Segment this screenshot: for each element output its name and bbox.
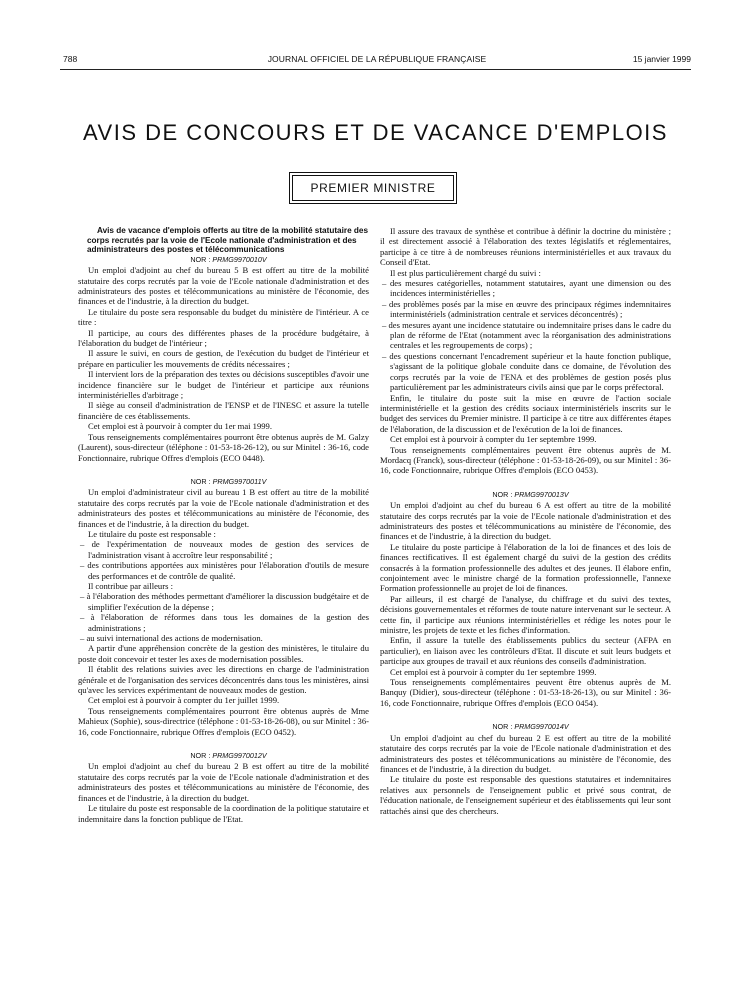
- dash-item: – de l'expérimentation de nouveaux modes de gestion des services de l'administration visant à accroître leur responsabilité ;: [80, 539, 369, 560]
- paragraph: Un emploi d'administrateur civil au bureau 1 B est offert au titre de la mobilité statutaire des corps recrutés par la voie de l'Ecole nationale d'administration et des administrateurs des postes et télécommunications au ministère de l'économie, des finances et de l'industrie, à la direction du budget.: [78, 487, 369, 529]
- paragraph: Cet emploi est à pourvoir à compter du 1er juillet 1999.: [88, 695, 280, 706]
- dash-item: – des problèmes posés par la mise en œuvre des principaux régimes indemnitaires interministériels (administration centrale et services déconcentrés) ;: [382, 298, 671, 320]
- paragraph: Enfin, le titulaire du poste suit la mise en œuvre de l'action sociale interministérielle et la gestion des crédits sociaux interministériels inscrits sur le budget des services du Premier ministre. Il participe à ce titre aux différentes étapes de l'élaboration, de la discussion et de l'exécution de la loi de finances.: [380, 392, 671, 434]
- nor-code: PRMG9970014V: [514, 722, 569, 732]
- spacer: [380, 476, 671, 490]
- section-title: PREMIER MINISTRE: [292, 175, 454, 201]
- paragraph: Le titulaire du poste participe à l'élaboration de la loi de finances et des lois de finances rectificatives. Il est également chargé du suivi de la gestion des crédits consacrés à la formation professionnelle des adultes et des jeunes. Il élabore enfin, conjointement avec le ministre chargé de la formation professionnelle, l'annexe Formation professionnelle au projet de loi de finances.: [380, 541, 671, 594]
- paragraph: Il contribue par ailleurs :: [88, 580, 173, 591]
- nor-code: PRMG9970011V: [212, 476, 267, 486]
- paragraph: Il siège au conseil d'administration de l'ENSP et de l'INESC et assure la tutelle financière de ces établissements.: [78, 400, 369, 421]
- paragraph: Le titulaire du poste est responsable des questions statutaires et indemnitaires relatives aux personnels de l'enseignement public et privé sous contrat, de l'éducation nationale, de l'enseignement supérieur et des établissements qui leur sont rattachés ainsi que des chercheurs.: [380, 774, 671, 816]
- dash-item: – des contributions apportées aux ministères pour l'élaboration d'outils de mesure des performances et de contrôle de qualité.: [80, 560, 369, 581]
- paragraph: Il participe, au cours des différentes phases de la procédure budgétaire, à l'élaboration du budget de l'intérieur ;: [78, 327, 369, 349]
- dash-item: – à l'élaboration de réformes dans tous les domaines de la gestion des administrations ;: [80, 612, 369, 633]
- dash-item: – au suivi international des actions de modernisation.: [80, 633, 263, 643]
- nor-label: NOR :: [492, 722, 513, 732]
- paragraph: Il assure le suivi, en cours de gestion, de l'exécution du budget de l'intérieur et prépare en particulier les mouvements de crédits nécessaires ;: [78, 348, 369, 369]
- nor-label: NOR :: [492, 489, 513, 499]
- paragraph: Cet emploi est à pourvoir à compter du 1er mai 1999.: [88, 421, 273, 432]
- left-column: [78, 226, 369, 824]
- nor-label: NOR :: [190, 476, 211, 486]
- paragraph: Enfin, il assure la tutelle des établissements publics du secteur (AFPA en particulier), en liaison avec les contrôleurs d'Etat. Il discute et suit leurs budgets et participe aux groupes de travail et aux réunions des conseils d'administration.: [380, 635, 671, 667]
- nor-code: PRMG9970013V: [514, 489, 569, 499]
- spacer: [78, 737, 369, 751]
- nor-label: NOR :: [190, 751, 211, 761]
- dash-item: – des mesures catégorielles, notamment statutaires, ayant une dimension ou des incidences interministérielles ;: [382, 278, 671, 299]
- dash-item: – des mesures ayant une incidence statutaire ou indemnitaire prises dans le cadre du plan de réforme de l'Etat (notamment avec la réorganisation des administrations centrales et les regroupements de corps) ;: [382, 319, 671, 351]
- paragraph: Cet emploi est à pourvoir à compter du 1er septembre 1999.: [390, 666, 597, 677]
- paragraph: Un emploi d'adjoint au chef du bureau 6 A est offert au titre de la mobilité statutaire des corps recrutés par la voie de l'Ecole nationale d'administration et des administrateurs des postes et télécommunications au ministère de l'économie, des finances et de l'industrie, à la direction du budget.: [380, 500, 671, 542]
- paragraph: Tous renseignements complémentaires peuvent être obtenus auprès de M. Banquy (Didier), sous-directeur (téléphone : 01-53-18-26-13), ou sur Minitel : 36-16, code Fonctionnaire, rubrique Offres d'emplois (ECO 0454).: [380, 677, 671, 708]
- right-column: [380, 226, 671, 816]
- issue-date: 15 janvier 1999: [632, 54, 691, 64]
- nor-reference: [380, 490, 671, 500]
- paragraph: Cet emploi est à pourvoir à compter du 1er septembre 1999.: [390, 434, 597, 445]
- paragraph: Il intervient lors de la préparation des textes ou décisions susceptibles d'avoir une incidence financière sur le budget de l'intérieur et participe aux réunions interministérielles d'arbitrage ;: [78, 369, 369, 401]
- paragraph: Il établit des relations suivies avec les directions en charge de l'administration générale et de l'organisation des services déconcentrés dans tous les ministères, ainsi qu'avec les services expérimentant de nouveaux modes de gestion.: [78, 664, 369, 696]
- paragraph: Le titulaire du poste est responsable de la coordination de la politique statutaire et indemnitaire dans la fonction publique de l'Etat.: [78, 803, 369, 824]
- spacer: [380, 708, 671, 722]
- paragraph: Le titulaire du poste sera responsable du budget du ministère de l'intérieur. A ce titre :: [78, 306, 369, 328]
- dash-item: – des questions concernant l'encadrement supérieur et la haute fonction publique, s'agissant de la politique globale conduite dans ce domaine, de l'évolution des corps recrutés par la voie de l'ENA et des problèmes de gestion posés plus particulièrement par les administrateurs civils ainsi que par le corps préfectoral.: [382, 350, 671, 393]
- paragraph: Il est plus particulièrement chargé du suivi :: [390, 267, 541, 278]
- nor-code: PRMG9970012V: [212, 751, 267, 761]
- paragraph: Par ailleurs, il est chargé de l'analyse, du chiffrage et du suivi des textes, décisions gouvernementales et réformes de toute nature intervenant sur le secteur. A cette fin, il participe aux réunions interministérielles et rédige les notes pour le ministre, les projets de texte et les fiches d'information.: [380, 593, 671, 636]
- nor-code: PRMG9970010V: [212, 254, 267, 264]
- paragraph: Tous renseignements complémentaires pourront être obtenus auprès de M. Galzy (Laurent), sous-directeur (téléphone : 01-53-18-26-12), ou sur Minitel : 36-16, code Fonctionnaire, rubrique Offres d'emplois (ECO 0448).: [78, 431, 369, 463]
- nor-reference: [380, 722, 671, 732]
- paragraph: Un emploi d'adjoint au chef du bureau 2 B est offert au titre de la mobilité statutaire des corps recrutés par la voie de l'Ecole nationale d'administration et des administrateurs des postes et télécommunications au ministère de l'économie, des finances et de l'industrie, à la direction du budget.: [78, 761, 369, 803]
- header-rule: [60, 69, 691, 70]
- paragraph: Il assure des travaux de synthèse et contribue à définir la doctrine du ministère ; il est directement associé à l'élaboration des textes législatifs et réglementaires, participe à ce titre à de nombreuses réunions interministérielles et aux travaux du Conseil d'Etat.: [380, 226, 671, 268]
- dash-item: – à l'élaboration des méthodes permettant d'améliorer la discussion budgétaire et de simplifier l'exécution de la dépense ;: [80, 591, 369, 612]
- page-title: AVIS DE CONCOURS ET DE VACANCE D'EMPLOIS: [83, 120, 668, 145]
- spacer: [78, 463, 369, 477]
- paragraph: Le titulaire du poste est responsable :: [88, 528, 216, 539]
- nor-reference: [78, 477, 369, 487]
- nor-reference: [78, 751, 369, 761]
- nor-label: NOR :: [190, 254, 211, 264]
- journal-title: JOURNAL OFFICIEL DE LA RÉPUBLIQUE FRANÇAISE: [267, 54, 487, 64]
- running-header: [63, 54, 691, 68]
- nor-reference: [78, 255, 369, 265]
- paragraph: Tous renseignements complémentaires peuvent être obtenus auprès de M. Mordacq (Franck), sous-directeur (téléphone : 01-53-18-26-09), ou sur Minitel : 36-16, code Fonctionnaire, rubrique Offres d'emplois (ECO 0453).: [380, 444, 671, 476]
- page-number: 788: [63, 54, 78, 64]
- paragraph: A partir d'une appréhension concrète de la gestion des ministères, le titulaire du poste doit concevoir et tester les axes de modernisation possibles.: [78, 643, 369, 664]
- paragraph: Tous renseignements complémentaires pourront être obtenus auprès de Mme Mahieux (Sophie), sous-directrice (téléphone : 01-53-18-26-08), ou sur Minitel : 36-16, code Fonctionnaire, rubrique Offres d'emplois (ECO 0452).: [78, 705, 369, 737]
- paragraph: Un emploi d'adjoint au chef du bureau 5 B est offert au titre de la mobilité statutaire des corps recrutés par la voie de l'Ecole nationale d'administration et des administrateurs des postes et télécommunications au ministère de l'économie, des finances et de l'industrie, à la direction du budget.: [78, 265, 369, 307]
- notice-heading: Avis de vacance d'emplois offerts au titre de la mobilité statutaire des corps recrutés par la voie de l'Ecole nationale d'administration et des administrateurs des postes et télécommunications: [87, 226, 369, 255]
- paragraph: Un emploi d'adjoint au chef du bureau 2 E est offert au titre de la mobilité statutaire des corps recrutés par la voie de l'Ecole nationale d'administration et des administrateurs des postes et télécommunications au ministère de l'économie, des finances et de l'industrie, à la direction du budget.: [380, 732, 671, 774]
